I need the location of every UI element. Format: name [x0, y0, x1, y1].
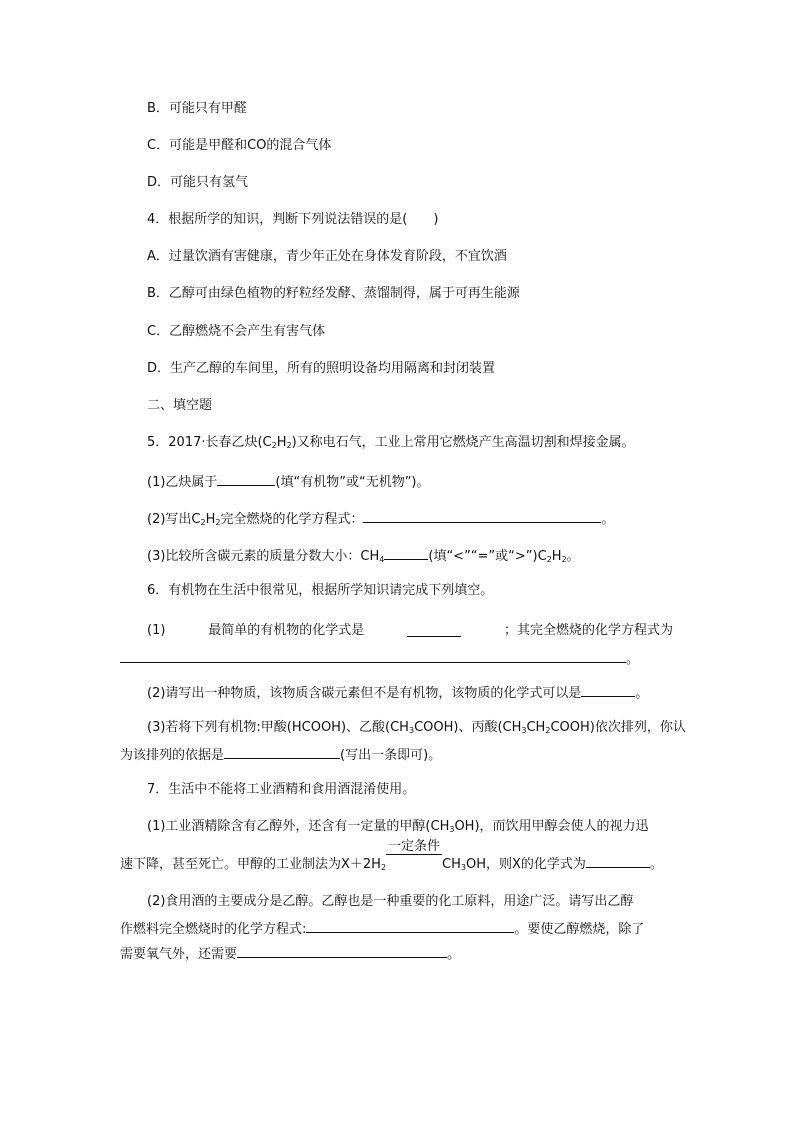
q6-part2: (2)请写出一种物质，该物质含碳元素但不是有机物，该物质的化学式可以是 。: [147, 682, 648, 703]
reaction-condition: [386, 839, 442, 868]
q5-part1-answer-blank[interactable]: [217, 471, 275, 486]
q5-part3: (3)比较所含碳元素的质量分数大小：$CH_4$ (填“<”“=”或“$>”)C_2H_2$。: [147, 545, 580, 569]
q6-part3-line1: (3)若将下列有机物:甲酸(HCOOH)、乙酸$(CH_3COOH)$、丙酸$(CH_3CH_2COOH)$依次排列，你认: [147, 720, 686, 735]
q7-part2-line3: 需要氧气外，还需要 。: [120, 943, 460, 964]
q4-option-c: C．乙醇燃烧不会产生有害气体: [147, 324, 326, 339]
q7-stem: 7．生活中不能将工业酒精和食用酒混淆使用。: [147, 782, 416, 797]
q7-part2-line2: 作燃料完全燃烧时的化学方程式: 。要使乙醇燃烧，除了: [120, 918, 644, 939]
q6-part3-answer-blank[interactable]: [224, 744, 340, 759]
q7-part1-answer-blank[interactable]: [586, 853, 650, 868]
section-title-fill-in: 二、填空题: [147, 398, 213, 413]
q5-part2-answer-blank[interactable]: [363, 508, 601, 523]
reaction-arrow-line: [386, 854, 442, 855]
q6-stem: 6．有机物在生活中很常见，根据所学知识请完成下列填空。: [147, 583, 494, 598]
q5-part2: (2)写出$C_2H_2$完全燃烧的化学方程式： 。: [147, 508, 615, 532]
q7-part1-line2: 速下降，甚至死亡。甲醇的工业制法为$X+2H_2$ 一定条件 $CH_3OH$，则X的化学式为 。: [120, 839, 663, 872]
q4-option-d: D．生产乙醇的车间里，所有的照明设备均用隔离和封闭装置: [147, 361, 496, 376]
q6-part1-formula-blank[interactable]: [407, 622, 461, 637]
reaction-condition-label: 一定条件: [388, 839, 441, 854]
q4-option-b: B．乙醇可由绿色植物的籽粒经发酵、蒸馏制得，属于可再生能源: [147, 286, 520, 301]
q3-option-d: D．可能只有氢气: [147, 175, 249, 190]
q7-part2-answer-blank[interactable]: [237, 943, 447, 958]
q3-option-c: C．可能是甲醛和CO的混合气体: [147, 138, 332, 153]
q6-part1-line2: 。: [120, 648, 639, 669]
q3-option-b: B．可能只有甲醛: [147, 101, 247, 116]
q5-part1: (1)乙炔属于 (填“有机物”或“无机物”)。: [147, 471, 430, 492]
q4-option-a: A．过量饮酒有害健康，青少年正处在身体发育阶段，不宜饮酒: [147, 249, 507, 264]
q7-part1-line1: (1)工业酒精除含有乙醇外，还含有一定量的甲醇$(CH_3OH)$，而饮用甲醇会使人的视力迅: [147, 819, 649, 834]
q4-stem: 4．根据所学的知识，判断下列说法错误的是( ): [147, 212, 439, 227]
q7-part2-equation-blank[interactable]: [306, 918, 514, 933]
q7-part2-line1: (2)食用酒的主要成分是乙醇。乙醇也是一种重要的化工原料，用途广泛。请写出乙醇: [147, 894, 634, 909]
q6-part3-line2: 为该排列的依据是 (写出一条即可)。: [120, 744, 441, 765]
q6-part1-line1: (1) 最简单的有机物的化学式是 ；其完全燃烧的化学方程式为: [147, 623, 673, 638]
q5-part3-answer-blank[interactable]: [384, 545, 428, 560]
q6-part2-answer-blank[interactable]: [581, 682, 635, 697]
q6-part1-equation-blank[interactable]: [120, 648, 626, 663]
q5-stem: 5．2017·长春乙炔$(C_2H_2)$又称电石气，工业上常用它燃烧产生高温切割和焊接金属。: [147, 435, 635, 450]
